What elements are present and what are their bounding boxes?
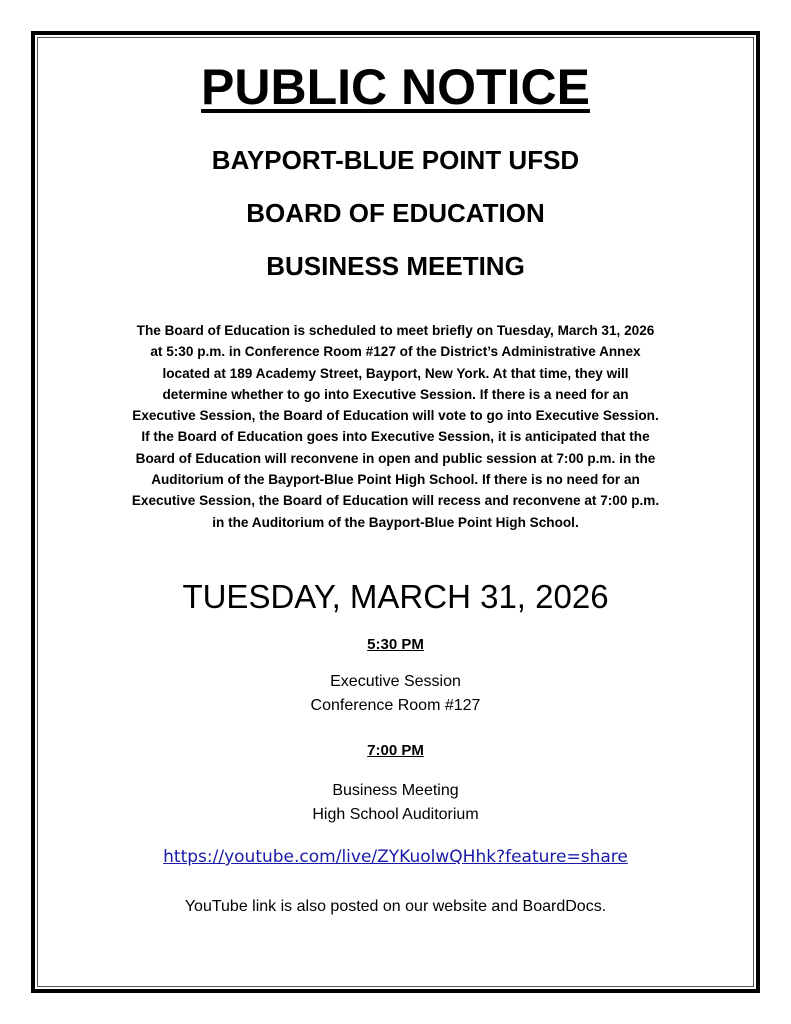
paragraph-line: Executive Session, the Board of Education will recess and reconvene at 7:00 p.m. — [131, 493, 660, 509]
paragraph-line: Board of Education will reconvene in open and public session at 7:00 p.m. in the — [135, 450, 656, 466]
notice-paragraph — [0, 320, 791, 533]
session-name: Executive Session — [330, 673, 461, 690]
paragraph-line: If the Board of Education goes into Executive Session, it is anticipated that the — [141, 429, 650, 445]
paragraph-line: in the Auditorium of the Bayport-Blue Point High School. — [212, 514, 579, 530]
paragraph-line: determine whether to go into Executive Session. If there is a need for an — [162, 386, 629, 402]
paragraph-line: Executive Session, the Board of Education will vote to go into Executive Session. — [132, 408, 659, 424]
district-heading: BAYPORT-BLUE POINT UFSD — [211, 145, 580, 175]
meeting-heading: BUSINESS MEETING — [266, 251, 525, 281]
session-location: High School Auditorium — [312, 806, 479, 823]
paragraph-line: at 5:30 p.m. in Conference Room #127 of the District’s Administrative Annex — [150, 344, 641, 360]
session-name: Business Meeting — [332, 782, 459, 799]
session-time: 7:00 PM — [367, 742, 424, 759]
footer-note: YouTube link is also posted on our website and BoardDocs. — [184, 898, 607, 915]
session-location: Conference Room #127 — [310, 697, 481, 714]
paragraph-line: Auditorium of the Bayport-Blue Point High School. If there is no need for an — [151, 472, 640, 488]
youtube-link[interactable]: https://youtube.com/live/ZYKuolwQHhk?feature=share — [163, 847, 628, 867]
session-time: 5:30 PM — [367, 636, 424, 653]
board-heading: BOARD OF EDUCATION — [246, 198, 545, 228]
meeting-date: TUESDAY, MARCH 31, 2026 — [182, 578, 609, 615]
paragraph-line: The Board of Education is scheduled to meet briefly on Tuesday, March 31, 2026 — [136, 323, 655, 338]
paragraph-line: located at 189 Academy Street, Bayport, New York. At that time, they will — [162, 365, 629, 381]
notice-title: PUBLIC NOTICE — [201, 59, 590, 115]
